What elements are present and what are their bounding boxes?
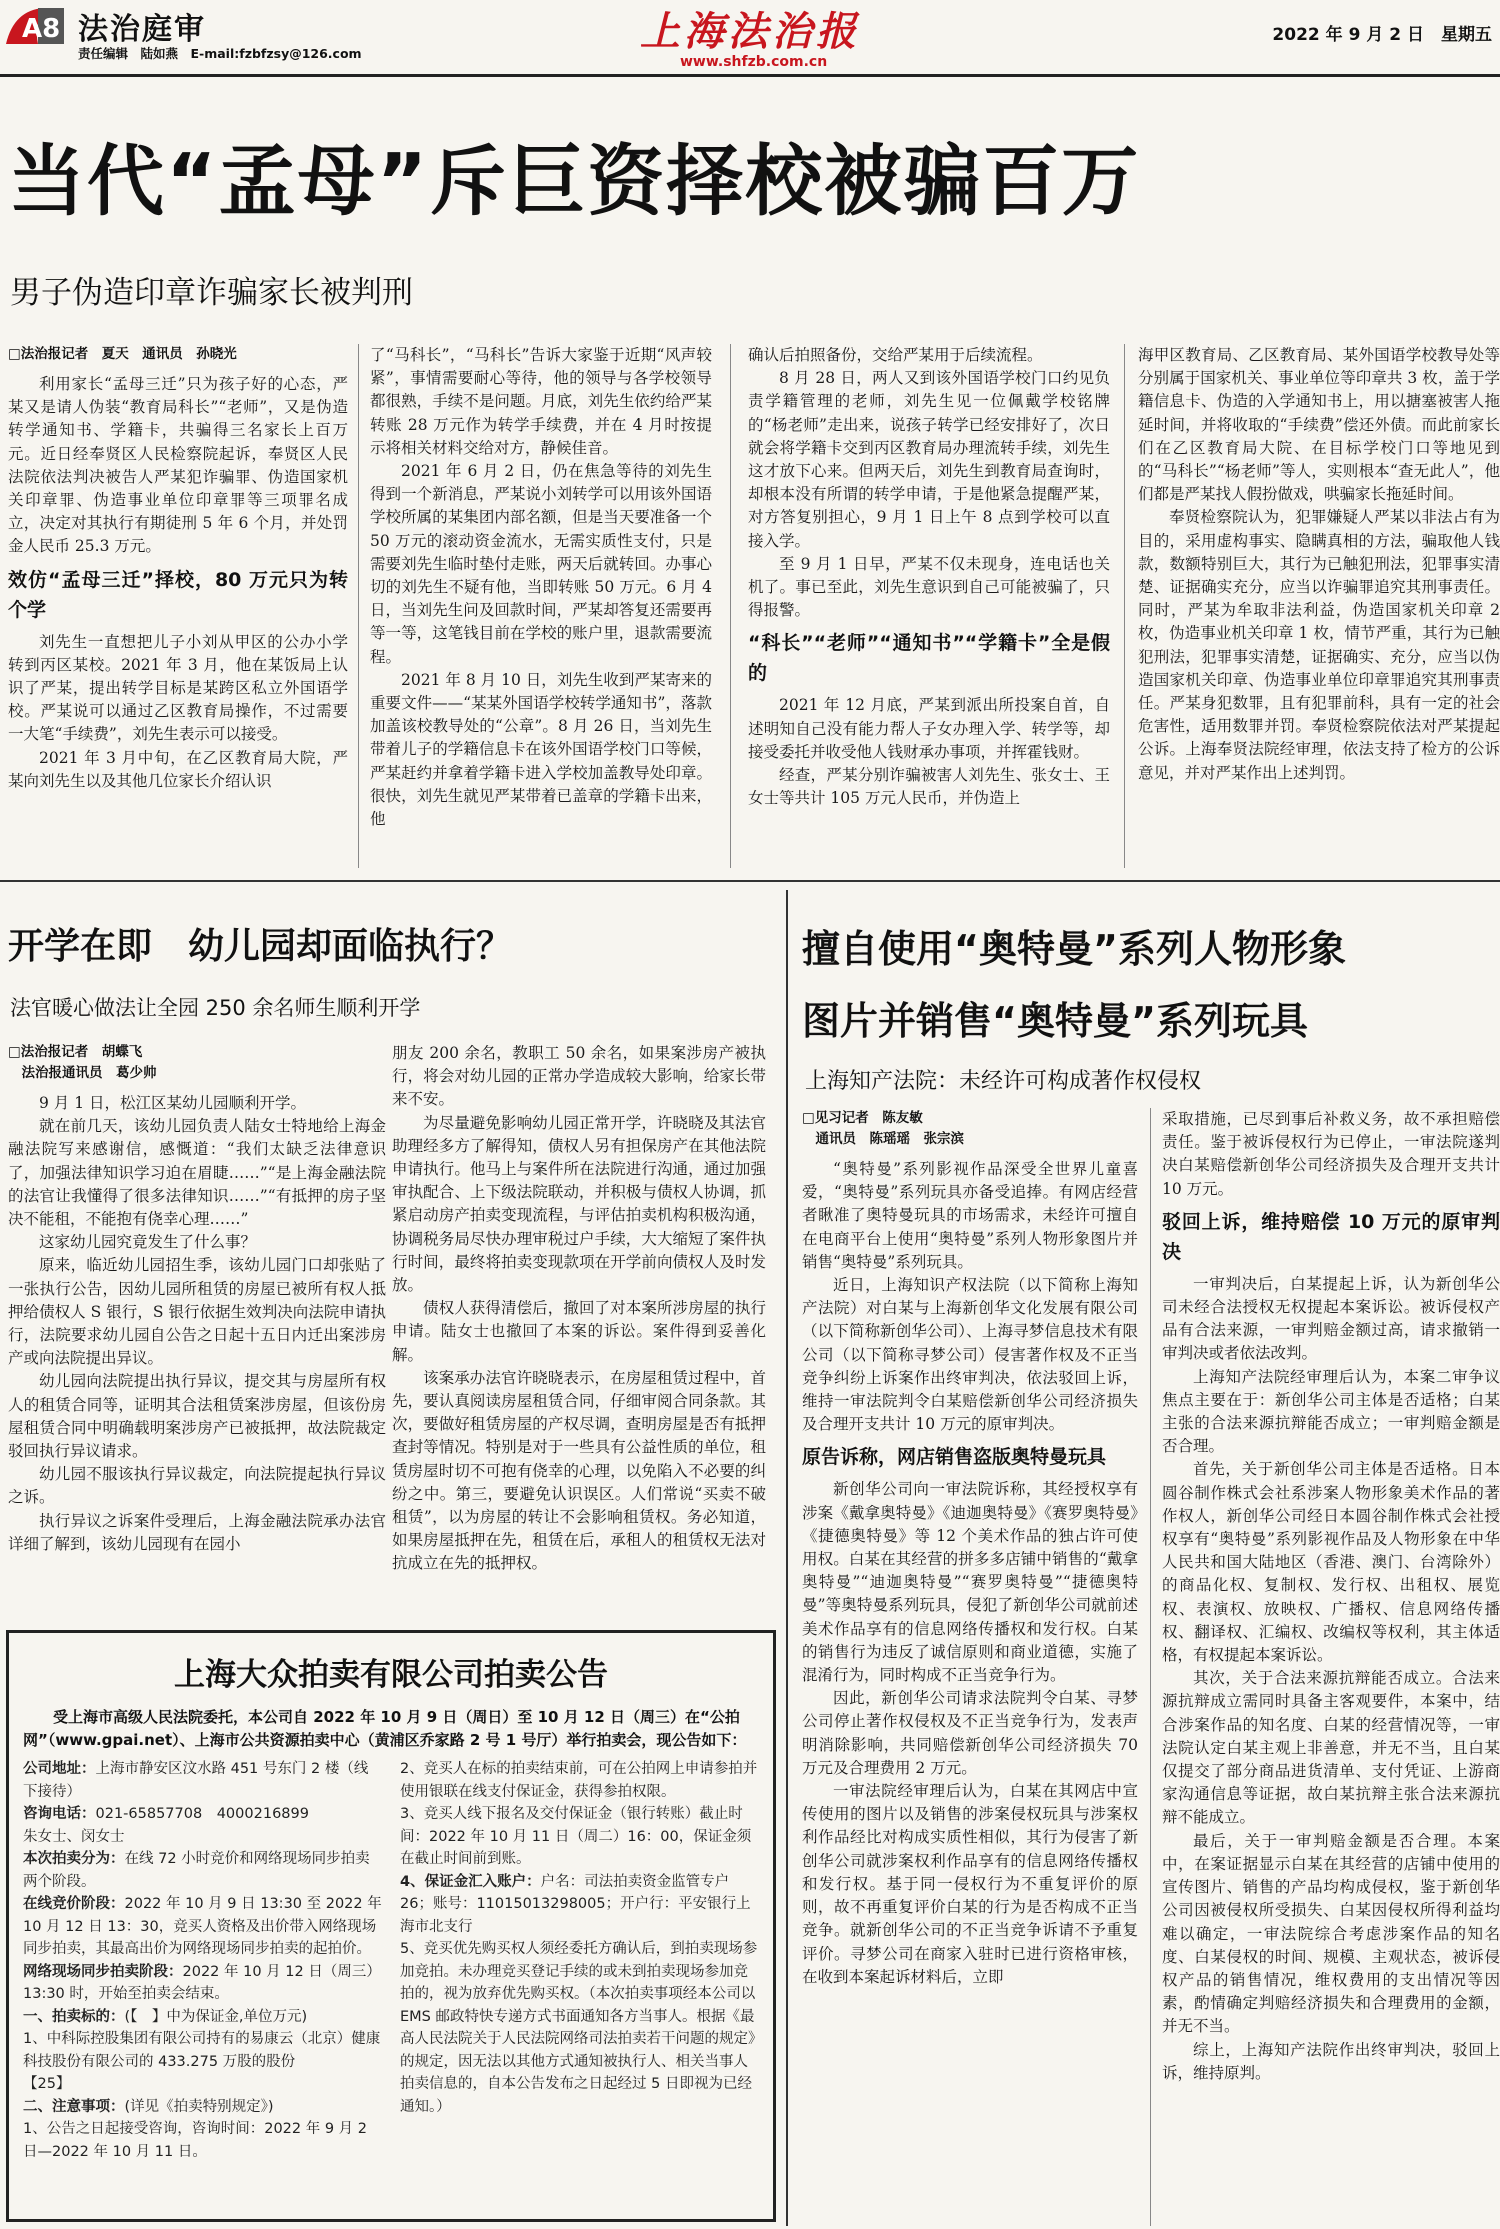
page-number: A8 [22,14,61,44]
paragraph: 就在前几天，该幼儿园负责人陆女士特地给上海金融法院写来感谢信，感慨道：“我们太缺乏法律意识了，加强法律知识学习迫在眉睫……”“是上海金融法院的法官让我懂得了很多法律知识……”“有抵押的房子坚决不能租，不能抱有侥幸心理……” [8,1117,386,1229]
auction-item-value: 5、竞买优先购买权人须经委托方确认后，到拍卖现场参加竞拍。未办理竞买登记手续的或未到拍卖现场参加竞拍的，视为放弃优先购买权。（本次拍卖事项经本公司以 EMS 邮政特快专递方式书面通知各方当事人。根据《最高人民法院关于人民法院网络司法拍卖若干问题的规定》的规定，因无法以其他方式通知被执行人、相关当事人拍卖信息的，自本公告发布之日起经过 5 日即视为已经通知。） [400,1941,758,2115]
auction-item [23,2118,382,2163]
auction-item-value: 在线 72 小时竞价和网络现场同步拍卖两个阶段。 [23,1851,370,1890]
auction-item [23,1848,382,1893]
kindergarten-column-2 [392,1042,766,1607]
paragraph: 综上，上海知产法院作出终审判决，驳回上诉，维持原判。 [1162,2040,1500,2082]
paragraph: 上海知产法院经审理后认为，本案二审争议焦点主要在于：新创华公司主体是否适格；白某主张的合法来源抗辩能否成立；一审判赔金额是否合理。 [1162,1367,1500,1456]
section-title: 法治庭审 [78,12,206,47]
auction-item-value: (详见《拍卖特别规定》) [124,2098,274,2115]
auction-item-value: 上海市静安区汶水路 451 号东门 2 楼（线下接待） [23,1761,369,1800]
auction-item-label: 4、保证金汇入账户： [400,1873,541,1890]
paragraph: 朋友 200 余名，教职工 50 余名，如果案涉房产被执行，将会对幼儿园的正常办学造成较大影响，给家长带来不安。 [392,1044,766,1109]
auction-intro: 受上海市高级人民法院委托，本公司自 2022 年 10 月 9 日（周日）至 10 月 12 日（周三）在“公拍网”（www.gpai.net）、上海市公共资源拍卖中心（黄浦区乔家路 2 号 1 号厅）举行拍卖会，现公告如下： [23,1708,747,1749]
auction-item [23,2028,426,2096]
auction-item-value: 2022 年 10 月 9 日 13:30 至 2022 年 10 月 12 日 13：30，竞买人资格及出价带入网络现场同步拍卖，其最高出价为网络现场同步拍卖的起拍价。 [23,1896,382,1957]
paragraph: 8 月 28 日，两人又到该外国语学校门口约见负责学籍管理的老师，刘先生见一位佩戴学校铭牌的“杨老师”走出来，说孩子转学已经安排好了，次日就会将学籍卡交到丙区教育局办理流转手续，刘先生这才放下心来。但两天后，刘先生到教育局查询时，却根本没有所谓的转学申请，于是他紧急提醒严某，对方答复别担心，9 月 1 日上午 8 点到学校可以直接入学。 [748,369,1110,550]
paragraph: 至 9 月 1 日早，严某不仅未现身，连电话也关机了。事已至此，刘先生意识到自己可能被骗了，只得报警。 [748,554,1110,620]
kindergarten-subheadline: 法官暖心做法让全园 250 余名师生顺利开学 [10,996,421,1020]
lead-column-2 [370,344,712,868]
auction-title: 上海大众拍卖有限公司拍卖公告 [174,1657,608,1693]
paragraph: 最后，关于一审判赔金额是否合理。本案中，在案证据显示白某在其经营的店铺中使用的宣传图片、销售的产品均构成侵权，鉴于新创华公司因被侵权所受损失、白某因侵权所得利益均难以确定，一审法院综合考虑涉案作品的知名度、白某侵权的时间、规模、主观状态，被诉侵权产品的销售情况，维权费用的支出情况等因素，酌情确定判赔经济损失和合理费用的金额，并无不当。 [1162,1831,1500,2036]
auction-item [400,1758,759,1803]
paragraph: 采取措施，已尽到事后补救义务，故不承担赔偿责任。鉴于被诉侵权行为已停止，一审法院遂判决白某赔偿新创华公司经济损失及合理开支共计 10 万元。 [1162,1110,1500,1198]
lead-column-1 [8,344,348,868]
auction-item [400,1803,759,1871]
lead-subhead-2: “科长”“老师”“通知书”“学籍卡”全是假的 [748,632,1110,685]
masthead: 上海法治报 [640,8,860,55]
paragraph: 近日，上海知识产权法院（以下简称上海知产法院）对白某与上海新创华文化发展有限公司（以下简称新创华公司）、上海寻梦信息技术有限公司（以下简称寻梦公司）侵害著作权及不正当竞争纠纷上诉案作出终审判决，依法驳回上诉，维持一审法院判令白某赔偿新创华公司经济损失及合理开支共计 10 万元的原审判决。 [802,1276,1138,1434]
lead-subheadline: 男子伪造印章诈骗家长被判刑 [10,275,413,311]
column-divider [1124,344,1125,868]
page-number-badge [4,4,66,46]
ultraman-subheadline: 上海知产法院：未经许可构成著作权侵权 [805,1069,1202,1094]
auction-item-value: 朱女士、闵女士 [23,1828,125,1845]
column-divider [1150,1108,1151,2226]
auction-item-label: 在线竞价阶段： [23,1896,125,1912]
paragraph: 债权人获得清偿后，撤回了对本案所涉房屋的执行申请。陆女士也撤回了本案的诉讼。案件得到妥善化解。 [392,1299,766,1364]
lead-column-4 [1138,344,1500,868]
ultraman-headline-line-2: 图片并销售“奥特曼”系列玩具 [802,999,1308,1043]
ultraman-subhead-1: 原告诉称，网店销售盗版奥特曼玩具 [802,1446,1107,1469]
paragraph: 一审判决后，白某提起上诉，认为新创华公司未经合法授权无权提起本案诉讼。被诉侵权产品有合法来源，一审判赔金额过高，请求撤销一审判决或者依法改判。 [1162,1274,1500,1363]
paragraph: 首先，关于新创华公司主体是否适格。日本圆谷制作株式会社系涉案人物形象美术作品的著作权人，新创华公司经日本圆谷制作株式会社授权享有“奥特曼”系列影视作品及人物形象在中华人民共和国大陆地区（香港、澳门、台湾除外）的商品化权、复制权、发行权、出租权、展览权、表演权、放映权、广播权、信息网络传播权、翻译权、汇编权、改编权等权利，其主体适格，有权提起本案诉讼。 [1162,1460,1500,1665]
auction-item-value: 2、竞买人在标的拍卖结束前，可在公拍网上申请参拍并使用银联在线支付保证金，获得参拍权限。 [400,1761,758,1800]
paragraph: 2021 年 12 月底，严某到派出所投案自首，自述明知自己没有能力帮人子女办理入学、转学等，却接受委托并收受他人钱财承办事项，并挥霍钱财。 [748,696,1110,761]
auction-item-label: 一、拍卖标的： [23,2008,125,2025]
auction-item [23,2006,382,2029]
ultraman-column-2 [1162,1108,1500,2226]
auction-item-label: 网络现场同步拍卖阶段： [23,1963,183,1980]
paragraph: 这家幼儿园究竟发生了什么事？ [39,1233,257,1252]
paragraph: 2021 年 8 月 10 日，刘先生收到严某寄来的重要文件——“某某外国语学校转学通知书”，落款加盖该校教导处的“公章”。8 月 26 日，当刘先生带着儿子的学籍信息卡在该外国语学校门口等候，严某赶约并拿着学籍卡进入学校加盖教导处印章。很快，刘先生就见严某带着已盖章的学籍卡出来，他 [370,670,712,829]
editor-line: 责任编辑 陆如燕 E-mail:fzbfzsy@126.com [78,46,362,61]
auction-item [23,1803,382,1826]
auction-item-label: 二、注意事项： [23,2098,125,2115]
auction-item [400,1938,759,2118]
auction-item [23,1826,382,1849]
paragraph: 其次，关于合法来源抗辩能否成立。合法来源抗辩成立需同时具备主客观要件，本案中，结合涉案作品的知名度、白某的经营情况等，一审法院认定白某主观上非善意，并无不当，且白某仅提交了部分商品进货清单、支付凭证、上游商家沟通信息等证据，故白某抗辩主张合法来源抗辩不能成立。 [1162,1669,1500,1827]
paragraph: 9 月 1 日，松江区某幼儿园顺利开学。 [39,1094,307,1112]
paragraph: 确认后拍照备份，交给严某用于后续流程。 [748,346,1043,364]
paragraph: 经查，严某分别诈骗被害人刘先生、张女士、王女士等共计 105 万元人民币，并伪造上 [748,766,1110,808]
lead-column-3 [748,344,1110,868]
paragraph: 刘先生一直想把儿子小刘从甲区的公办小学转到丙区某校。2021 年 3 月，他在某饭局上认识了严某，提出转学目标是某跨区私立外国语学校。严某说可以通过乙区教育局操作，不过需要一大笔“手续费”，刘先生表示可以接受。 [8,632,348,744]
website-url: www.shfzb.com.cn [680,54,828,70]
section-divider-vertical [786,890,788,2226]
auction-item-label: 公司地址： [23,1761,96,1777]
paragraph: 2021 年 6 月 2 日，仍在焦急等待的刘先生得到一个新消息，严某说小刘转学可以用该外国语学校所属的某集团内部名额，但是当天要准备一个 50 万元的滚动资金流水，无需实质性支付，只是需要刘先生临时垫付走账，两天后就转回。办事心切的刘先生不疑有他，当即转账 50 万元。6 月 4 日，当刘先生问及回款时间，严某却答复还需要再等一等，这笔钱目前在学校的账户里，退款需要流程。 [370,462,712,666]
auction-item-label: 咨询电话： [23,1806,96,1822]
auction-item-value: (【 】中为保证金,单位万元) [124,2008,308,2025]
auction-item-value: 户名：司法拍卖资金监管专户 26；账号：11015013298005；开户行：平安银行上海市北支行 [400,1873,751,1935]
auction-item [23,1893,382,1961]
paragraph: 幼儿园向法院提出执行异议，提交其与房屋所有权人的租赁合同等，证明其合法租赁案涉房屋，但该份房屋租赁合同中明确载明案涉房产已被抵押，故法院裁定驳回执行异议请求。 [8,1372,386,1461]
auction-item-value: 2022 年 10 月 12 日（周三）13:30 时，开始至拍卖会结束。 [23,1963,381,2002]
column-divider [730,344,731,868]
paragraph: 幼儿园不服该执行异议裁定，向法院提起执行异议之诉。 [8,1465,386,1507]
auction-item [400,1871,759,1939]
ultraman-byline: □见习记者 陈友敏 通讯员 陈瑶瑶 张宗滨 [802,1110,964,1147]
auction-notice [6,1630,776,2222]
lead-subhead-1: 效仿“孟母三迁”择校，80 万元只为转个学 [8,568,348,621]
paragraph: 海甲区教育局、乙区教育局、某外国语学校教导处等分别属于国家机关、事业单位等印章共 3 枚，盖于学籍信息卡、伪造的入学通知书上，用以搪塞被害人拖延时间，并将收取的“手续费”偿还外债。而此前家长们在乙区教育局大院、在目标学校门口等地见到的“马科长”“杨老师”等人，实则根本“查无此人”，他们都是严某找人假扮做戏，哄骗家长拖延时间。 [1138,346,1500,504]
kindergarten-headline: 开学在即 幼儿园却面临执行？ [8,926,513,967]
ultraman-headline-line-1: 擅自使用“奥特曼”系列人物形象 [802,927,1346,971]
lead-byline: □法治报记者 夏天 通讯员 孙晓光 [8,346,237,362]
auction-item-value: 1、中科际控股集团有限公司持有的易康云（北京）健康科技股份有限公司的 433.275 万股的股份 【25】 [23,2031,426,2092]
paragraph: 因此，新创华公司请求法院判令白某、寻梦公司停止著作权侵权及不正当竞争行为，发表声明消除影响，共同赔偿新创华公司经济损失 70 万元及合理费用 2 万元。 [802,1689,1138,1777]
auction-item [23,1961,382,2006]
auction-item-value: 1、公告之日起接受咨询，咨询时间：2022 年 9 月 2 日—2022 年 10 月 11 日。 [23,2121,368,2160]
paragraph: 新创华公司向一审法院诉称，其经授权享有涉案《戴拿奥特曼》《迪迦奥特曼》《赛罗奥特曼》《捷德奥特曼》等 12 个美术作品的独占许可使用权。白某在其经营的拼多多店铺中销售的“戴拿奥特曼”“迪迦奥特曼”“赛罗奥特曼”“捷德奥特曼”等奥特曼系列玩具，侵犯了新创华公司就前述美术作品享有的信息网络传播权和发行权。白某的销售行为违反了诚信原则和商业道德，实施了混淆行为，同时构成不正当竞争行为。 [802,1480,1138,1685]
auction-item [23,1758,382,1803]
header-rule [0,74,1500,77]
auction-item-label: 本次拍卖分为： [23,1851,125,1867]
paragraph: 一审法院经审理后认为，白某在其网店中宣传使用的图片以及销售的涉案侵权玩具与涉案权利作品经比对构成实质性相似，其行为侵害了新创华公司就涉案权利作品享有的信息网络传播权和发行权。基于同一侵权行为不重复评价的原则，故不再重复评价白某的行为是否构成不正当竞争。就新创华公司的不正当竞争诉请不予重复评价。寻梦公司在商家入驻时已进行资格审核，在收到本案起诉材料后，立即 [802,1782,1138,1986]
column-divider [358,344,359,868]
kindergarten-column-1 [8,1042,386,1607]
section-divider [0,880,1500,882]
paragraph: 执行异议之诉案件受理后，上海金融法院承办法官详细了解到，该幼儿园现有在园小 [8,1511,386,1553]
paragraph: 为尽量避免影响幼儿园正常开学，许晓晓及其法官助理经多方了解得知，债权人另有担保房产在其他法院申请执行。他马上与案件所在法院进行沟通，通过加强审执配合、上下级法院联动，并积极与债权人协调，抓紧启动房产拍卖变现流程，与评估拍卖机构积极沟通，协调税务局尽快办理审税过户手续，大大缩短了案件执行时间，最终将拍卖变现款项在开学前向债权人及时发放。 [392,1113,766,1295]
paragraph: 该案承办法官许晓晓表示，在房屋租赁过程中，首先，要认真阅读房屋租赁合同，仔细审阅合同条款。其次，要做好租赁房屋的产权尽调，查明房屋是否有抵押查封等情况。特别是对于一些具有公益性质的单位，租赁房屋时切不可抱有侥幸的心理，以免陷入不必要的纠纷之中。第三，要避免认识误区。人们常说“买卖不破租赁”，以为房屋的转让不会影响租赁权。务必知道，如果房屋抵押在先，租赁在后，承租人的租赁权无法对抗成立在先的抵押权。 [392,1368,766,1573]
lead-headline: 当代“孟母”斥巨资择校被骗百万 [8,138,1141,227]
issue-date: 2022 年 9 月 2 日 星期五 [1272,25,1492,45]
auction-left-column [23,1758,426,2163]
paragraph: 利用家长“孟母三迁”只为孩子好的心态，严某又是请人伪装“教育局科长”“老师”，又是伪造转学通知书、学籍卡，共骗得三名家长上百万元。近日经奉贤区人民检察院起诉，奉贤区人民法院依法判决被告人严某犯诈骗罪、伪造国家机关印章罪、伪造事业单位印章罪等三项罪名成立，决定对其执行有期徒刑 5 年 6 个月，并处罚金人民币 25.3 万元。 [8,375,348,556]
paragraph: 原来，临近幼儿园招生季，该幼儿园门口却张贴了一张执行公告，因幼儿园所租赁的房屋已被所有权人抵押给债权人 S 银行，S 银行依据生效判决向法院申请执行，法院要求幼儿园自公告之日起十五日内迁出案涉房产或向法院提出异议。 [8,1256,386,1368]
ultraman-subhead-2: 驳回上诉，维持赔偿 10 万元的原审判决 [1162,1210,1500,1263]
auction-item-value: 3、竞买人线下报名及交付保证金（银行转账）截止时间：2022 年 10 月 11 日（周二）16：00，保证金须在截止时间前到账。 [400,1806,752,1867]
auction-right-column [400,1758,759,2163]
paragraph: “奥特曼”系列影视作品深受全世界儿童喜爱，“奥特曼”系列玩具亦备受追捧。有网店经营者瞅准了奥特曼玩具的市场需求，未经许可擅自在电商平台上使用“奥特曼”系列人物形象图片并销售“奥特曼”系列玩具。 [802,1160,1138,1271]
auction-item-value: 021-65857708 4000216899 [95,1806,309,1822]
paragraph: 了“马科长”，“马科长”告诉大家鉴于近期“风声较紧”，事情需要耐心等待，他的领导与各学校领导都很熟，手续不是问题。月底，刘先生依约给严某转账 28 万元作为转学手续费，并在 4 月时按提示将相关材料交给对方，静候佳音。 [370,346,712,457]
ultraman-column-1 [802,1108,1138,2226]
auction-item [23,2096,382,2119]
paragraph: 2021 年 3 月中旬，在乙区教育局大院，严某向刘先生以及其他几位家长介绍认识 [8,748,348,790]
kindergarten-byline: □法治报记者 胡蝶飞 法治报通讯员 葛少帅 [8,1044,157,1081]
paragraph: 奉贤检察院认为，犯罪嫌疑人严某以非法占有为目的，采用虚构事实、隐瞒真相的方法，骗取他人钱款，数额特别巨大，其行为已触犯刑法，犯罪事实清楚、证据确实充分，应当以诈骗罪追究其刑事责任。同时，严某为牟取非法利益，伪造国家机关印章 2 枚，伪造事业机关印章 1 枚，情节严重，其行为已触犯刑法，犯罪事实清楚，证据确实、充分，应当以伪造国家机关印章、伪造事业单位印章罪追究其刑事责任。严某身犯数罪，且有犯罪前科，具有一定的社会危害性，适用数罪并罚。奉贤检察院依法对严某提起公诉。上海奉贤法院经审理，依法支持了检方的公诉意见，并对严某作出上述判罚。 [1138,508,1500,782]
